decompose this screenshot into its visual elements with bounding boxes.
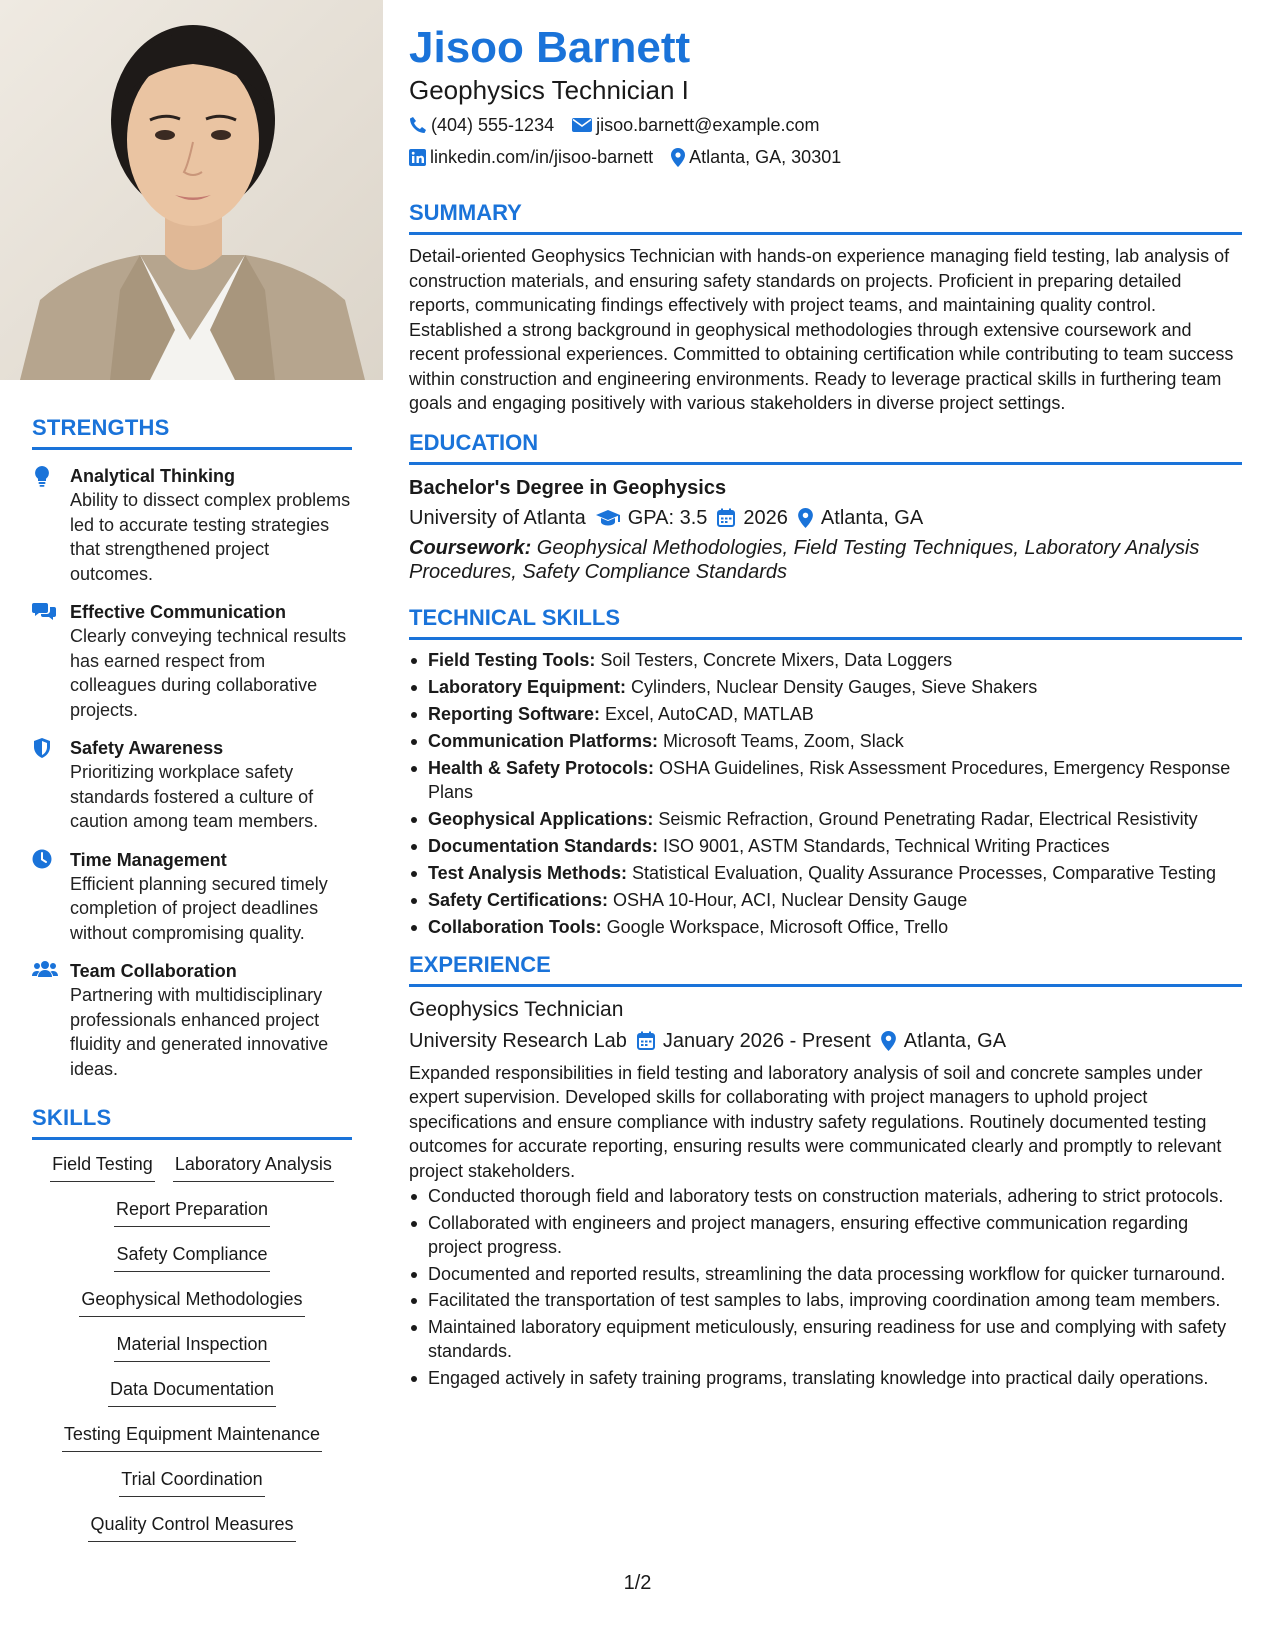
contact-row — [409, 144, 1242, 170]
experience-meta — [409, 1027, 1242, 1055]
coursework — [409, 536, 1242, 585]
phone-text: (404) 555-1234 — [431, 114, 555, 135]
location-text: Atlanta, GA, 30301 — [689, 146, 842, 167]
calendar-icon — [637, 1031, 655, 1050]
linkedin-contact[interactable] — [409, 147, 653, 168]
list-item: Field Testing Tools: Soil Testers, Concrete Mixers, Data Loggers — [409, 648, 1242, 673]
education-heading: EDUCATION — [409, 429, 539, 455]
technical-skills-section — [409, 605, 1242, 940]
job-title: Geophysics Technician I — [409, 75, 689, 105]
linkedin-text: linkedin.com/in/jisoo-barnett — [430, 146, 654, 167]
map-pin-icon — [671, 148, 685, 167]
coursework-label: Coursework: — [409, 536, 532, 559]
technical-skills-heading: TECHNICAL SKILLS — [409, 604, 621, 630]
strength-title: Effective Communication — [70, 602, 287, 622]
email-text: jisoo.barnett@example.com — [596, 114, 820, 135]
gpa-text: GPA: 3.5 — [627, 506, 708, 529]
phone-contact[interactable] — [409, 115, 554, 136]
strength-item — [32, 736, 352, 834]
job-location: Atlanta, GA — [903, 1029, 1007, 1052]
strength-item — [32, 464, 352, 586]
list-item: Collaborated with engineers and project managers, ensuring effective communication regarding project progress. — [409, 1211, 1242, 1260]
skill-tag: Safety Compliance — [114, 1242, 269, 1272]
skill-tag: Report Preparation — [114, 1197, 270, 1227]
phone-icon — [409, 116, 427, 134]
list-item: Maintained laboratory equipment meticulously, ensuring readiness for use and complying with safety standards. — [409, 1315, 1242, 1364]
contact-row — [409, 112, 1242, 138]
strengths-section — [32, 415, 352, 1081]
company-name: University Research Lab — [409, 1029, 627, 1052]
skill-tag: Field Testing — [50, 1152, 155, 1182]
experience-heading: EXPERIENCE — [409, 951, 551, 977]
skill-tag: Geophysical Methodologies — [79, 1287, 304, 1317]
strength-item — [32, 600, 352, 722]
team-icon — [32, 959, 70, 1081]
strength-title: Time Management — [70, 849, 227, 870]
graduation-year: 2026 — [743, 506, 788, 529]
shield-icon — [32, 736, 70, 834]
main-content — [409, 22, 1242, 1392]
summary-text: Detail-oriented Geophysics Technician with hands-on experience managing field testing, lab analysis of construction materials, and ensuring safety standards on projects. Proficient in preparing detailed reports, communicating findings effectively with project teams, and maintaining quality control. Established a strong background in geophysical methodologies through extensive coursework and recent professional experiences. Committed to obtaining certification while contributing to team success within construction and engineering environments. Ready to leverage practical skills in furthering team goals and engaging positively with various stakeholders in diverse project settings. — [409, 246, 1234, 413]
strength-title: Team Collaboration — [70, 961, 237, 981]
clock-icon — [32, 848, 70, 946]
location-contact — [671, 147, 841, 168]
strength-item — [32, 959, 352, 1081]
strength-description: Clearly conveying technical results has earned respect from colleagues during collaborative projects. — [70, 626, 347, 720]
calendar-icon — [717, 508, 735, 527]
summary-heading: SUMMARY — [409, 200, 522, 225]
section-divider — [409, 637, 1242, 640]
strength-title: Safety Awareness — [70, 738, 224, 758]
education-section — [409, 430, 1242, 585]
education-meta — [409, 504, 1242, 532]
degree-title: Bachelor's Degree in Geophysics — [409, 476, 727, 499]
map-pin-icon — [798, 508, 813, 528]
list-item: Geophysical Applications: Seismic Refraction, Ground Penetrating Radar, Electrical Resistivity — [409, 807, 1242, 832]
school-location: Atlanta, GA — [820, 506, 924, 529]
page-number: 1/2 — [623, 1572, 652, 1594]
profile-photo — [0, 0, 383, 380]
list-item: Conducted thorough field and laboratory tests on construction materials, adhering to strict protocols. — [409, 1184, 1242, 1209]
list-item: Safety Certifications: OSHA 10-Hour, ACI, Nuclear Density Gauge — [409, 888, 1242, 913]
skills-section — [32, 1105, 352, 1557]
skill-tag: Trial Coordination — [119, 1467, 264, 1497]
sidebar — [32, 415, 352, 1557]
strength-description: Prioritizing workplace safety standards fostered a culture of caution among team members. — [70, 762, 319, 831]
list-item: Reporting Software: Excel, AutoCAD, MATLAB — [409, 702, 1242, 727]
email-contact[interactable] — [572, 115, 819, 136]
strength-item — [32, 848, 352, 946]
graduation-cap-icon — [596, 509, 620, 527]
skill-tag: Quality Control Measures — [88, 1512, 295, 1542]
experience-summary: Expanded responsibilities in field testing and laboratory analysis of soil and concrete samples under expert supervision. Developed skills for collaborating with project managers to uphold project specifications and ensure compliance with industry safety regulations. Routinely documented testing outcomes for accurate reporting, ensuring results were communicated clearly and promptly to relevant project stakeholders. — [409, 1062, 1222, 1181]
linkedin-icon — [409, 149, 426, 166]
lightbulb-icon — [32, 464, 70, 586]
portrait-illustration — [0, 0, 383, 380]
list-item: Test Analysis Methods: Statistical Evaluation, Quality Assurance Processes, Comparative Testing — [409, 861, 1242, 886]
employment-dates: January 2026 - Present — [662, 1029, 871, 1052]
experience-bullets — [409, 1184, 1242, 1390]
coursework-list: Geophysical Methodologies, Field Testing Techniques, Laboratory Analysis Procedures, Safety Compliance Standards — [409, 536, 1200, 583]
section-divider — [409, 462, 1242, 465]
section-divider — [409, 232, 1242, 235]
skill-tag: Material Inspection — [114, 1332, 269, 1362]
section-divider — [32, 447, 352, 450]
list-item: Documentation Standards: ISO 9001, ASTM Standards, Technical Writing Practices — [409, 834, 1242, 859]
skill-tag: Laboratory Analysis — [173, 1152, 334, 1182]
summary-section — [409, 200, 1242, 416]
technical-skills-list — [409, 648, 1242, 940]
position-title: Geophysics Technician — [409, 997, 624, 1021]
chat-bubbles-icon — [32, 600, 70, 722]
strength-description: Ability to dissect complex problems led to accurate testing strategies that strengthened project outcomes. — [70, 490, 351, 584]
skills-heading: SKILLS — [32, 1105, 112, 1130]
list-item: Documented and reported results, streamlining the data processing workflow for quicker turnaround. — [409, 1262, 1242, 1287]
strength-title: Analytical Thinking — [70, 466, 236, 486]
school-name: University of Atlanta — [409, 506, 586, 529]
list-item: Collaboration Tools: Google Workspace, Microsoft Office, Trello — [409, 915, 1242, 940]
candidate-name: Jisoo Barnett — [409, 23, 691, 72]
map-pin-icon — [881, 1031, 896, 1051]
list-item: Facilitated the transportation of test samples to labs, improving coordination among team members. — [409, 1288, 1242, 1313]
strength-description: Partnering with multidisciplinary professionals enhanced project fluidity and generated innovative ideas. — [70, 985, 329, 1079]
skill-tag: Testing Equipment Maintenance — [62, 1422, 322, 1452]
envelope-icon — [572, 117, 592, 133]
section-divider — [409, 984, 1242, 987]
experience-section — [409, 952, 1242, 1391]
strengths-heading: STRENGTHS — [32, 415, 170, 440]
strength-description: Efficient planning secured timely completion of project deadlines without compromising quality. — [70, 873, 328, 943]
list-item: Health & Safety Protocols: OSHA Guidelines, Risk Assessment Procedures, Emergency Response Plans — [409, 756, 1242, 805]
section-divider — [32, 1137, 352, 1140]
list-item: Communication Platforms: Microsoft Teams, Zoom, Slack — [409, 729, 1242, 754]
list-item: Laboratory Equipment: Cylinders, Nuclear Density Gauges, Sieve Shakers — [409, 675, 1242, 700]
list-item: Engaged actively in safety training programs, translating knowledge into practical daily operations. — [409, 1366, 1242, 1391]
skill-tag: Data Documentation — [108, 1377, 276, 1407]
